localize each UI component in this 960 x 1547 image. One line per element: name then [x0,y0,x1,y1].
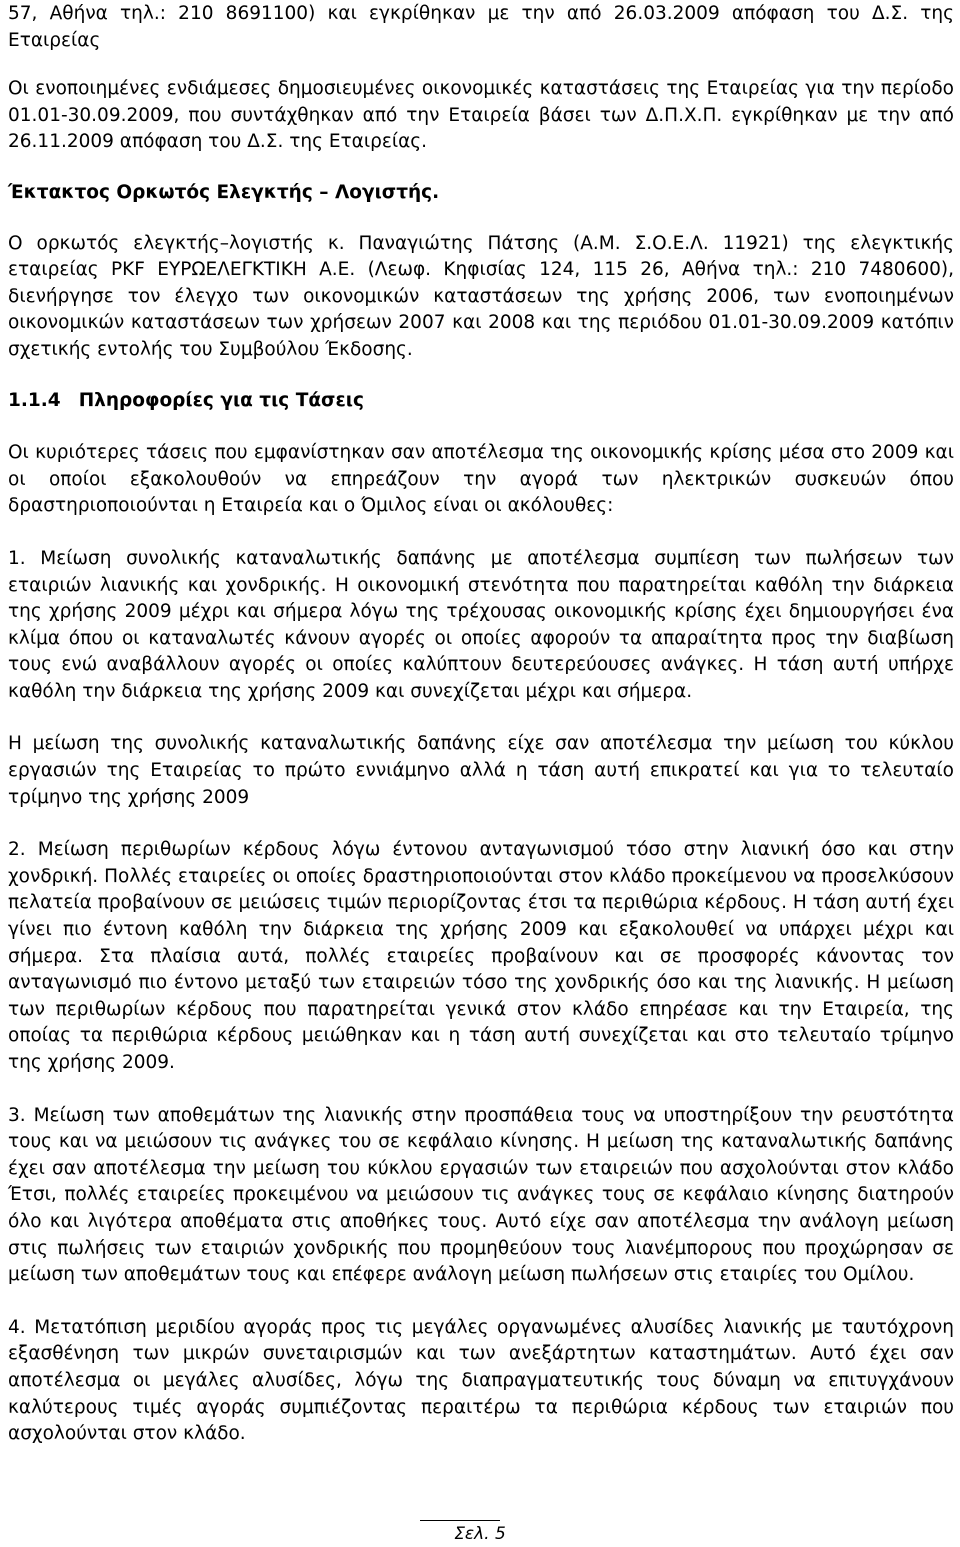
page-number: Σελ. 5 [454,1524,506,1544]
consolidated-statements-paragraph: Οι ενοποιημένες ενδιάμεσες δημοσιευμένες οικονομικές καταστάσεις της Εταιρείας για την περίοδο 01.01-30.09.2009, που συντάχθηκαν από την Εταιρεία βάσει των Δ.Π.Χ.Π. εγκρίθηκαν με την από 26.11.2009 απόφαση του Δ.Σ. της Εταιρείας. [8,78,954,153]
intro-paragraph-end: 57, Αθήνα τηλ.: 210 8691100) και εγκρίθηκαν με την από 26.03.2009 απόφαση του Δ.Σ. της Εταιρείας [8,3,954,51]
trend-1-paragraph: 1. Μείωση συνολικής καταναλωτικής δαπάνης με αποτέλεσμα συμπίεση των πωλήσεων των εταιριών λιανικής και χονδρικής. Η οικονομική στενότητα που παρατηρείται καθόλη την διάρκεια της χρήσης 2009 μέχρι και σήμερα λόγω της τρέχουσας οικονομικής κρίσης έχει δημιουργήσει ένα κλίμα όπου οι καταναλωτές κάνουν αγορές οι οποίες αφορούν τα απαραίτητα προς την διαβίωση τους ενώ αναβάλλουν αγορές οι οποίες καλύπτουν δευτερεύουσες ανάγκες. Η τάση αυτή υπήρχε καθόλη την διάρκεια της χρήσης 2009 και συνεχίζεται μέχρι και σήμερα. [8,547,954,702]
auditor-heading: Έκτακτος Ορκωτός Ελεγκτής – Λογιστής. [8,181,440,203]
trend-4-paragraph: 4. Μετατόπιση μεριδίου αγοράς προς τις μεγάλες οργανωμένες αλυσίδες λιανικής με ταυτόχρονη εξασθένηση των μικρών συνεταιρισμών και των ανεξάρτητων καταστημάτων. Αυτό έχει σαν αποτέλεσμα οι μεγάλες αλυσίδες, λόγω της διαπραγματευτικής τους δύναμη να επιτυγχάνουν καλύτερους τιμές αγοράς συμπιέζοντας περαιτέρω τα περιθώρια κέρδους των εταιριών που ασχολούνται στον κλάδο. [8,1316,954,1445]
trend-3-paragraph: 3. Μείωση των αποθεμάτων της λιανικής στην προσπάθεια τους να υποστηρίξουν την ρευστότητα τους και να μειώσουν τις ανάγκες του σε κεφάλαιο κίνησης. Η μείωση της καταναλωτικής δαπάνης έχει σαν αποτέλεσμα την μείωση του κύκλου εργασιών των εταιρειών που ασχολούνται στον κλάδο Έτσι, πολλές εταιρείες προκειμένου να μειώσουν τις ανάγκες τους σε κεφάλαιο κίνησης διατηρούν όλο και λιγότερα αποθέματα στις αποθήκες τους. Αυτό είχε σαν αποτέλεσμα την ανάλογη μείωση στις πωλήσεις των εταιριών χονδρικής που προμηθεύουν τους λιανέμπορους που προχώρησαν σε μείωση των αποθεμάτων τους και επέφερε ανάλογη μείωση πωλήσεων στις εταιρίες του Ομίλου. [8,1104,954,1286]
trend-2-paragraph: 2. Μείωση περιθωρίων κέρδους λόγω έντονου ανταγωνισμού τόσο στην λιανική όσο και στην χονδρική. Πολλές εταιρείες οι οποίες δραστηριοποιούνται στον κλάδο προκείμενου να προσελκύσουν πελατεία προβαίνουν σε μειώσεις τιμών περιορίζοντας έτσι τα περιθώρια κέρδους. Η τάση αυτή έχει γίνει πιο έντονη καθόλη την διάρκεια της χρήσης 2009 και εξακολουθεί να υπάρχει μέχρι και σήμερα. Στα πλαίσια αυτά, πολλές εταιρείες προβαίνουν και σε προσφορές κάνοντας τον ανταγωνισμό πιο έντονο μεταξύ των εταιρειών τόσο της χονδρικής όσο και της λιανικής. Η μείωση των περιθωρίων κέρδους που παρατηρείται γενικά στον κλάδο επηρέασε και την Εταιρεία, της οποίας τα περιθώρια κέρδους μειώθηκαν και η τάση αυτή συνεχίζεται και στο τελευταίο τρίμηνο της χρήσης 2009. [8,839,954,1073]
section-title: Πληροφορίες για τις Τάσεις [78,389,364,411]
document-page [8,0,954,1448]
trends-intro-paragraph: Οι κυριότερες τάσεις που εμφανίστηκαν σαν αποτέλεσμα της οικονομικής κρίσης μέσα στο 2009 και οι οποίοι εξακολουθούν να επηρεάζουν την αγορά των ηλεκτρικών συσκευών όπου δραστηριοποιούνται η Εταιρεία και ο Όμιλος είναι οι ακόλουθες: [8,442,954,517]
trend-1-followup-paragraph: Η μείωση της συνολικής καταναλωτικής δαπάνης είχε σαν αποτέλεσμα την μείωση του κύκλου εργασιών της Εταιρείας το πρώτο εννιάμηνο αλλά η τάση αυτή επικρατεί και για το τελευταίο τρίμηνο της χρήσης 2009 [8,733,954,808]
auditor-paragraph: Ο ορκωτός ελεγκτής–λογιστής κ. Παναγιώτης Πάτσης (Α.Μ. Σ.Ο.Ε.Λ. 11921) της ελεγκτικής εταιρείας PKF ΕΥΡΩΕΛΕΓΚΤΙΚΗ Α.Ε. (Λεωφ. Κηφισίας 124, 115 26, Αθήνα τηλ.: 210 7480600), διενήργησε τον έλεγχο των οικονομικών καταστάσεων της χρήσης 2006, των ενοποιημένων οικονομικών καταστάσεων των χρήσεων 2007 και 2008 και της περιόδου 01.01-30.09.2009 κατόπιν σχετικής εντολής του Συμβούλου Έκδοσης. [8,232,954,360]
section-number: 1.1.4 [8,389,61,411]
footer-divider [420,1520,500,1521]
section-heading [8,388,954,415]
